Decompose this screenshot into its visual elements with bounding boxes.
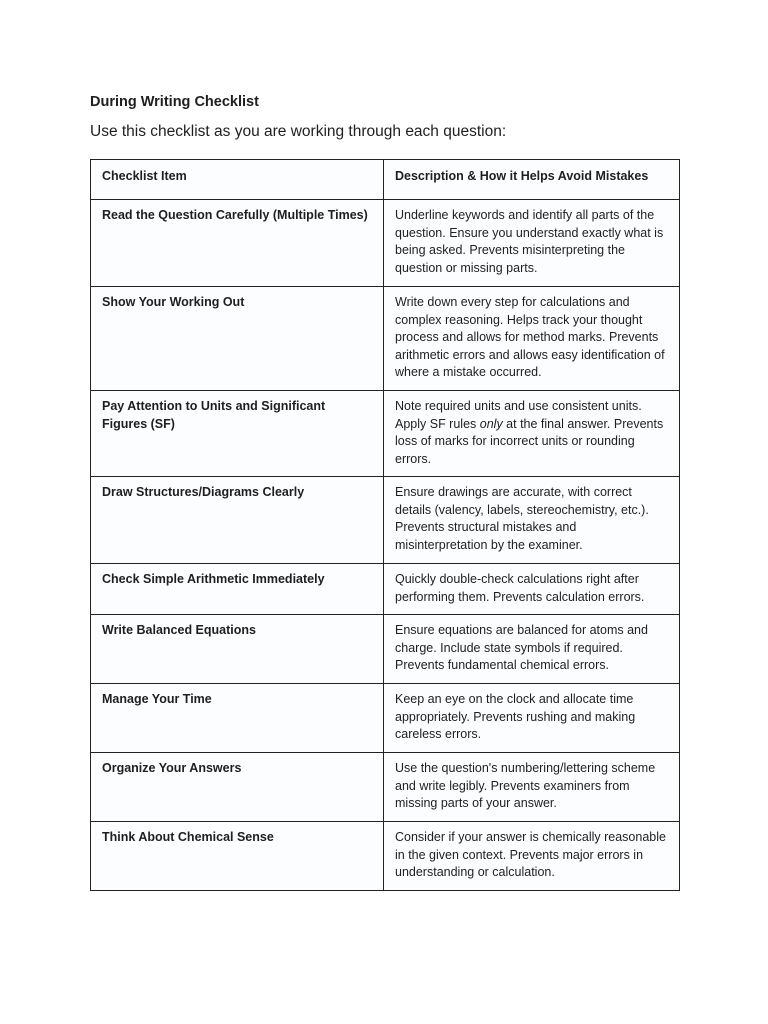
document-page: [90, 92, 680, 891]
column-header-description: Description & How it Helps Avoid Mistakes: [384, 160, 680, 200]
table-row: [91, 615, 680, 684]
section-heading: During Writing Checklist: [90, 94, 259, 110]
table-row: [91, 564, 680, 615]
table-row: [91, 391, 680, 477]
checklist-description: Ensure equations are balanced for atoms and charge. Include state symbols if required. Prevents fundamental chemical errors.: [384, 615, 680, 684]
checklist-item: Write Balanced Equations: [91, 615, 384, 684]
checklist-table: [90, 159, 680, 891]
checklist-description: Underline keywords and identify all parts of the question. Ensure you understand exactly what is being asked. Prevents misinterpreting the question or missing parts.: [384, 200, 680, 287]
checklist-description: Ensure drawings are accurate, with correct details (valency, labels, stereochemistry, etc.). Prevents structural mistakes and misinterpretation by the examiner.: [384, 477, 680, 564]
table-row: [91, 684, 680, 753]
description-part: at the final answer. Prevents loss of marks for incorrect units or rounding errors.: [395, 416, 664, 466]
checklist-description: Quickly double-check calculations right after performing them. Prevents calculation errors.: [384, 564, 680, 615]
checklist-description: Keep an eye on the clock and allocate time appropriately. Prevents rushing and making careless errors.: [384, 684, 680, 753]
checklist-item: Organize Your Answers: [91, 753, 384, 822]
column-header-item: Checklist Item: [91, 160, 384, 200]
table-row: [91, 200, 680, 287]
checklist-item: Check Simple Arithmetic Immediately: [91, 564, 384, 615]
checklist-item: Pay Attention to Units and Significant Figures (SF): [91, 391, 384, 477]
table-row: [91, 477, 680, 564]
checklist-item: Think About Chemical Sense: [91, 822, 384, 891]
checklist-item: Draw Structures/Diagrams Clearly: [91, 477, 384, 564]
checklist-item: Read the Question Carefully (Multiple Times): [91, 200, 384, 287]
table-row: [91, 822, 680, 891]
checklist-item: Show Your Working Out: [91, 287, 384, 391]
description-emphasis: only: [479, 416, 503, 431]
description-part: Note required units and use consistent units. Apply SF rules: [395, 399, 642, 431]
table-header-row: [91, 160, 680, 200]
table-row: [91, 753, 680, 822]
intro-text: Use this checklist as you are working through each question:: [90, 123, 507, 140]
checklist-description: Consider if your answer is chemically reasonable in the given context. Prevents major errors in understanding or calculation.: [384, 822, 680, 891]
checklist-item: Manage Your Time: [91, 684, 384, 753]
table-row: [91, 287, 680, 391]
checklist-description: Write down every step for calculations and complex reasoning. Helps track your thought process and allows for method marks. Prevents arithmetic errors and allows easy identification of where a mistake occurred.: [384, 287, 680, 391]
checklist-description: Use the question's numbering/lettering scheme and write legibly. Prevents examiners from missing parts of your answer.: [384, 753, 680, 822]
checklist-description: [384, 391, 680, 477]
